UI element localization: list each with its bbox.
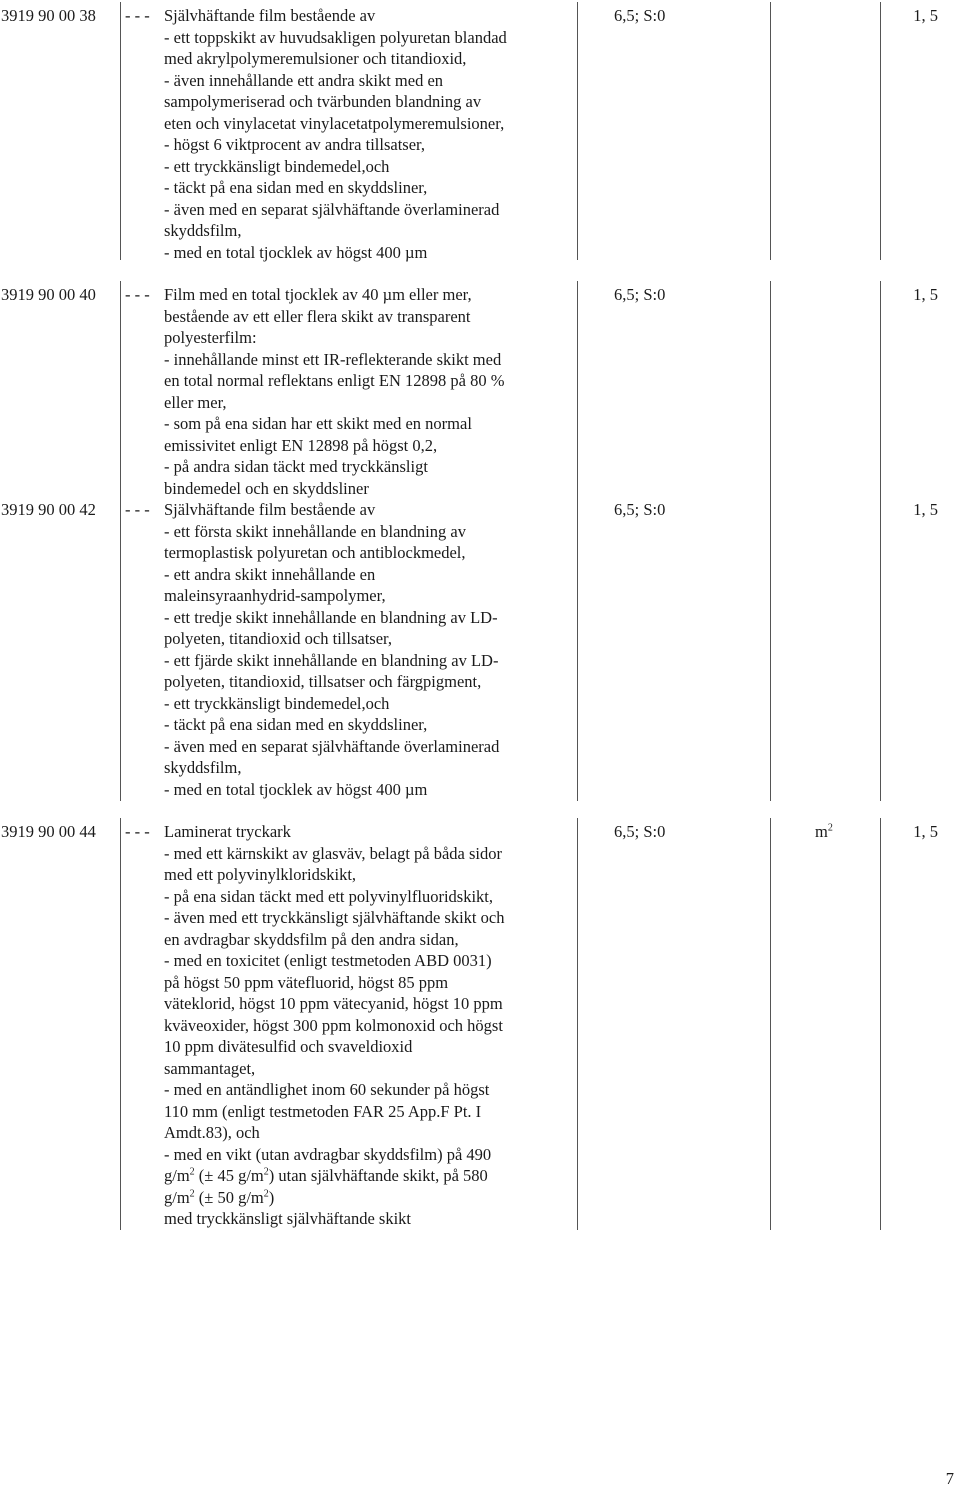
superscript: 2 xyxy=(189,1188,195,1199)
description-line: - med en toxicitet (enligt testmetoden ABD 0031) xyxy=(164,951,492,970)
unit-text: (± 45 g/m xyxy=(194,1166,264,1185)
description-line: - ett tryckkänsligt bindemedel,och xyxy=(164,156,390,176)
description-line: - ett andra skikt innehållande en xyxy=(164,564,376,584)
description-line: eten och vinylacetat vinylacetatpolymeremulsioner, xyxy=(164,113,505,133)
description-line: - även med ett tryckkänsligt självhäftande skikt och xyxy=(164,908,505,927)
category: 1, 5 xyxy=(913,6,938,25)
superscript: 2 xyxy=(189,1166,195,1178)
cn-code: 3919 90 00 44 xyxy=(1,822,96,841)
description-line: - ett fjärde skikt innehållande en blandning av LD- xyxy=(164,650,499,670)
description-line: med tryckkänsligt självhäftande skikt xyxy=(164,1209,411,1228)
description-line: med ett polyvinylkloridskikt, xyxy=(164,865,357,884)
description-line: skyddsfilm, xyxy=(164,758,242,777)
description-line: med akrylpolymeremulsioner och titandioxid, xyxy=(164,49,467,68)
unit-text: g/m xyxy=(164,1187,190,1207)
description-line: 10 ppm divätesulfid och svaveldioxid xyxy=(164,1037,413,1056)
description-line: - med en total tjocklek av högst 400 µm xyxy=(164,242,428,262)
description xyxy=(164,5,569,263)
column-rule xyxy=(880,281,881,801)
indent-dashes: - - - xyxy=(125,6,150,25)
unit-text: m xyxy=(815,822,828,841)
description-line: sampolymeriserad och tvärbunden blandning av xyxy=(164,92,482,111)
description-line: - även med en separat självhäftande överlaminerad xyxy=(164,736,500,756)
column-rule xyxy=(880,2,881,260)
cn-code: 3919 90 00 38 xyxy=(1,6,96,25)
description xyxy=(164,499,569,800)
description-line: polyesterfilm: xyxy=(164,328,257,347)
description-line: en total normal reflektans enligt EN 12898 på 80 % xyxy=(164,371,505,390)
column-rule xyxy=(120,2,121,260)
description-line: emissivitet enligt EN 12898 på högst 0,2, xyxy=(164,435,438,455)
description-line: Självhäftande film bestående av xyxy=(164,500,376,519)
description-line: - ett tryckkänsligt bindemedel,och xyxy=(164,693,390,713)
description-line: - täckt på ena sidan med en skyddsliner, xyxy=(164,178,428,197)
duty-rate: 6,5; S:0 xyxy=(614,6,666,25)
description xyxy=(164,821,569,1230)
description-line: - även innehållande ett andra skikt med en xyxy=(164,70,444,90)
description-line: - med ett kärnskikt av glasväv, belagt på båda sidor xyxy=(164,843,502,863)
indent-dashes: - - - xyxy=(125,285,150,304)
description-line: - ett tredje skikt innehållande en blandning av LD- xyxy=(164,607,498,627)
page-number: 7 xyxy=(945,1469,954,1488)
description-line: Självhäftande film bestående av xyxy=(164,6,376,25)
category: 1, 5 xyxy=(913,822,938,841)
description-line: - innehållande minst ett IR-reflekterande skikt med xyxy=(164,349,502,369)
description-line: bindemedel och en skyddsliner xyxy=(164,478,369,498)
unit-text: g/m xyxy=(164,1166,190,1185)
column-rule xyxy=(577,818,578,1230)
description-line: - på ena sidan täckt med ett polyvinylfluoridskikt, xyxy=(164,886,494,906)
description-line: kväveoxider, högst 300 ppm kolmonoxid och högst xyxy=(164,1015,503,1035)
column-rule xyxy=(880,818,881,1230)
column-rule xyxy=(770,281,771,801)
column-rule xyxy=(770,2,771,260)
column-rule xyxy=(120,281,121,801)
duty-rate: 6,5; S:0 xyxy=(614,285,666,304)
description-line: Amdt.83), och xyxy=(164,1123,260,1142)
description-line xyxy=(164,1165,569,1187)
category: 1, 5 xyxy=(913,285,938,304)
description-line: på högst 50 ppm vätefluorid, högst 85 ppm xyxy=(164,972,449,992)
description-line: - även med en separat självhäftande överlaminerad xyxy=(164,199,500,219)
description-line: - med en antändlighet inom 60 sekunder på högst xyxy=(164,1080,490,1099)
description-line: - som på ena sidan har ett skikt med en normal xyxy=(164,414,472,433)
description-line: - högst 6 viktprocent av andra tillsatser, xyxy=(164,135,425,154)
description-line: - med en vikt (utan avdragbar skyddsfilm) på 490 xyxy=(164,1144,492,1164)
description-line: eller mer, xyxy=(164,392,227,412)
description-line: sammantaget, xyxy=(164,1058,256,1078)
indent-dashes: - - - xyxy=(125,822,150,841)
unit-text: ) utan självhäftande skikt, på 580 xyxy=(268,1166,488,1185)
description-line: en avdragbar skyddsfilm på den andra sidan, xyxy=(164,929,459,949)
description-line: bestående av ett eller flera skikt av transparent xyxy=(164,306,471,326)
description xyxy=(164,284,569,499)
column-rule xyxy=(770,818,771,1230)
description-line: Laminerat tryckark xyxy=(164,822,291,841)
description-line: - på andra sidan täckt med tryckkänsligt xyxy=(164,457,428,476)
description-line: - ett första skikt innehållande en blandning av xyxy=(164,521,466,541)
unit-text: (± 50 g/m xyxy=(194,1187,264,1207)
description-line xyxy=(164,1187,569,1209)
description-line: polyeten, titandioxid och tillsatser, xyxy=(164,629,393,648)
description-line: skyddsfilm, xyxy=(164,221,242,240)
description-line: termoplastisk polyuretan och antiblockmedel, xyxy=(164,543,466,562)
duty-rate: 6,5; S:0 xyxy=(614,822,666,841)
superscript: 2 xyxy=(827,822,833,834)
unit-text: ) xyxy=(268,1187,275,1207)
description-line: polyeten, titandioxid, tillsatser och färgpigment, xyxy=(164,672,482,691)
description-line: maleinsyraanhydrid-sampolymer, xyxy=(164,586,386,605)
category: 1, 5 xyxy=(913,500,938,519)
cn-code: 3919 90 00 40 xyxy=(1,285,96,304)
description-line: Film med en total tjocklek av 40 µm eller mer, xyxy=(164,285,472,304)
description-line: - täckt på ena sidan med en skyddsliner, xyxy=(164,715,428,734)
description-line: 110 mm (enligt testmetoden FAR 25 App.F Pt. I xyxy=(164,1101,482,1121)
duty-rate: 6,5; S:0 xyxy=(614,500,666,519)
column-rule xyxy=(120,818,121,1230)
description-line: - ett toppskikt av huvudsakligen polyuretan blandad xyxy=(164,27,507,47)
superscript: 2 xyxy=(263,1166,269,1178)
column-rule xyxy=(577,2,578,260)
column-rule xyxy=(577,281,578,801)
cn-code: 3919 90 00 42 xyxy=(1,500,96,519)
indent-dashes: - - - xyxy=(125,500,150,519)
description-line: - med en total tjocklek av högst 400 µm xyxy=(164,779,428,799)
description-line: väteklorid, högst 10 ppm vätecyanid, högst 10 ppm xyxy=(164,994,503,1013)
supplementary-unit xyxy=(815,821,833,843)
superscript: 2 xyxy=(263,1188,269,1199)
